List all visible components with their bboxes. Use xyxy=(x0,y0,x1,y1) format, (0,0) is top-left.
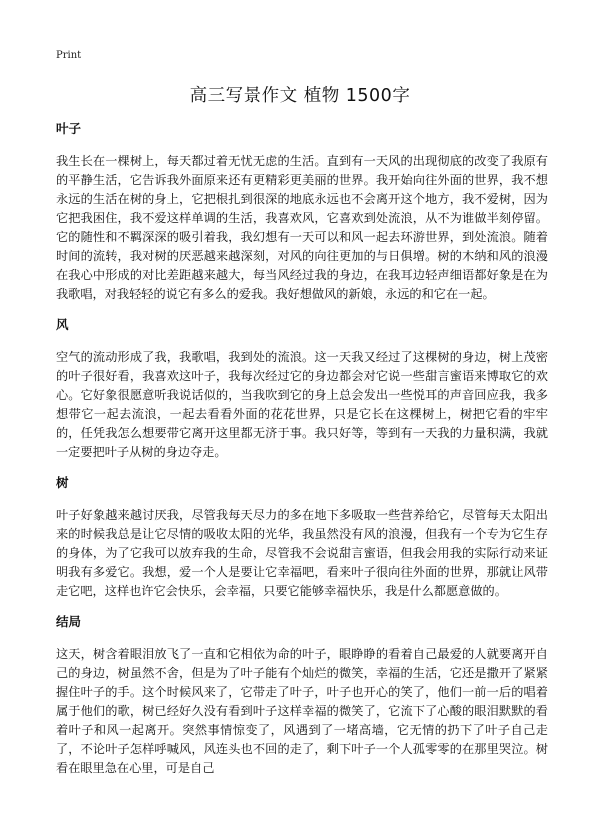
section-heading: 树 xyxy=(56,475,69,490)
section-ending xyxy=(56,613,548,778)
section-wind xyxy=(56,316,548,462)
section-heading: 风 xyxy=(56,317,69,332)
print-link[interactable]: Print xyxy=(56,50,82,61)
section-paragraph: 我生长在一棵树上，每天都过着无忧无虑的生活。直到有一天风的出现彻底的改变了我原有的平静生活，它告诉我外面原来还有更精彩更美丽的世界。我开始向往外面的世界，我不想永远的生活在树的身上，它把根扎到很深的地底永远也不会离开这个地方，我不爱树，因为它把我困住，我不爱这样单调的生活，我喜欢风，它喜欢到处流浪，从不为谁做半刻停留。它的随性和不羁深深的吸引着我，我幻想有一天可以和风一起去环游世界，到处流浪。随着时间的流转，我对树的厌恶越来越深刻，对风的向往更加的与日俱增。树的木纳和风的浪漫在我心中形成的对比差距越来越大，每当风经过我的身边，在我耳边轻声细语都好象是在为我歌唱，对我轻轻的说它有多么的爱我。我好想做风的新娘，永远的和它在一起。 xyxy=(56,154,548,301)
article-body xyxy=(56,120,548,778)
section-heading: 叶子 xyxy=(56,121,82,136)
section-tree xyxy=(56,474,548,601)
page-title: 高三写景作文 植物 1500字 xyxy=(189,86,411,106)
section-paragraph: 这天，树含着眼泪放飞了一直和它相依为命的叶子，眼睁睁的看着自己最爱的人就要离开自己的身边，树虽然不舍，但是为了叶子能有个灿烂的微笑，幸福的生活，它还是撒开了紧紧握住叶子的手。这个时候风来了，它带走了叶子，叶子也开心的笑了，他们一前一后的唱着属于他们的歌，树已经好久没有看到叶子这样幸福的微笑了，它流下了心酸的眼泪默默的看着叶子和风一起离开。突然事情惊变了，风遇到了一堵高墙，它无情的扔下了叶子自己走了，不论叶子怎样呼喊风，风连头也不回的走了，剩下叶子一个人孤零零的在那里哭泣。树看在眼里急在心里，可是自己 xyxy=(56,647,548,775)
section-paragraph: 空气的流动形成了我，我歌唱，我到处的流浪。这一天我又经过了这棵树的身边，树上茂密的叶子很好看，我喜欢这叶子，我每次经过它的身边都会对它说一些甜言蜜语来博取它的欢心。它好象很愿意听我说话似的，当我吹到它的身上总会发出一些悦耳的声音回应我，我多想带它一起去流浪，一起去看看外面的花花世界，只是它长在这棵树上，树把它看的牢牢的，任凭我怎么想要带它离开这里都无济于事。我只好等，等到有一天我的力量积满，我就一定要把叶子从树的身边夺走。 xyxy=(56,350,548,459)
section-heading: 结局 xyxy=(56,614,82,629)
section-leaf xyxy=(56,120,548,304)
section-paragraph: 叶子好象越来越讨厌我，尽管我每天尽力的多在地下多吸取一些营养给它，尽管每天太阳出来的时候我总是让它尽情的吸收太阳的光华，我虽然没有风的浪漫，但我有一个专为它生存的身体，为了它我可以放弃我的生命，尽管我不会说甜言蜜语，但我会用我的实际行动来证明我有多爱它。我想，爱一个人是要让它幸福吧，看来叶子很向往外面的世界，那就让风带走它吧，这样也许它会快乐，会幸福，只要它能够幸福快乐，我是什么都愿意做的。 xyxy=(56,508,548,598)
